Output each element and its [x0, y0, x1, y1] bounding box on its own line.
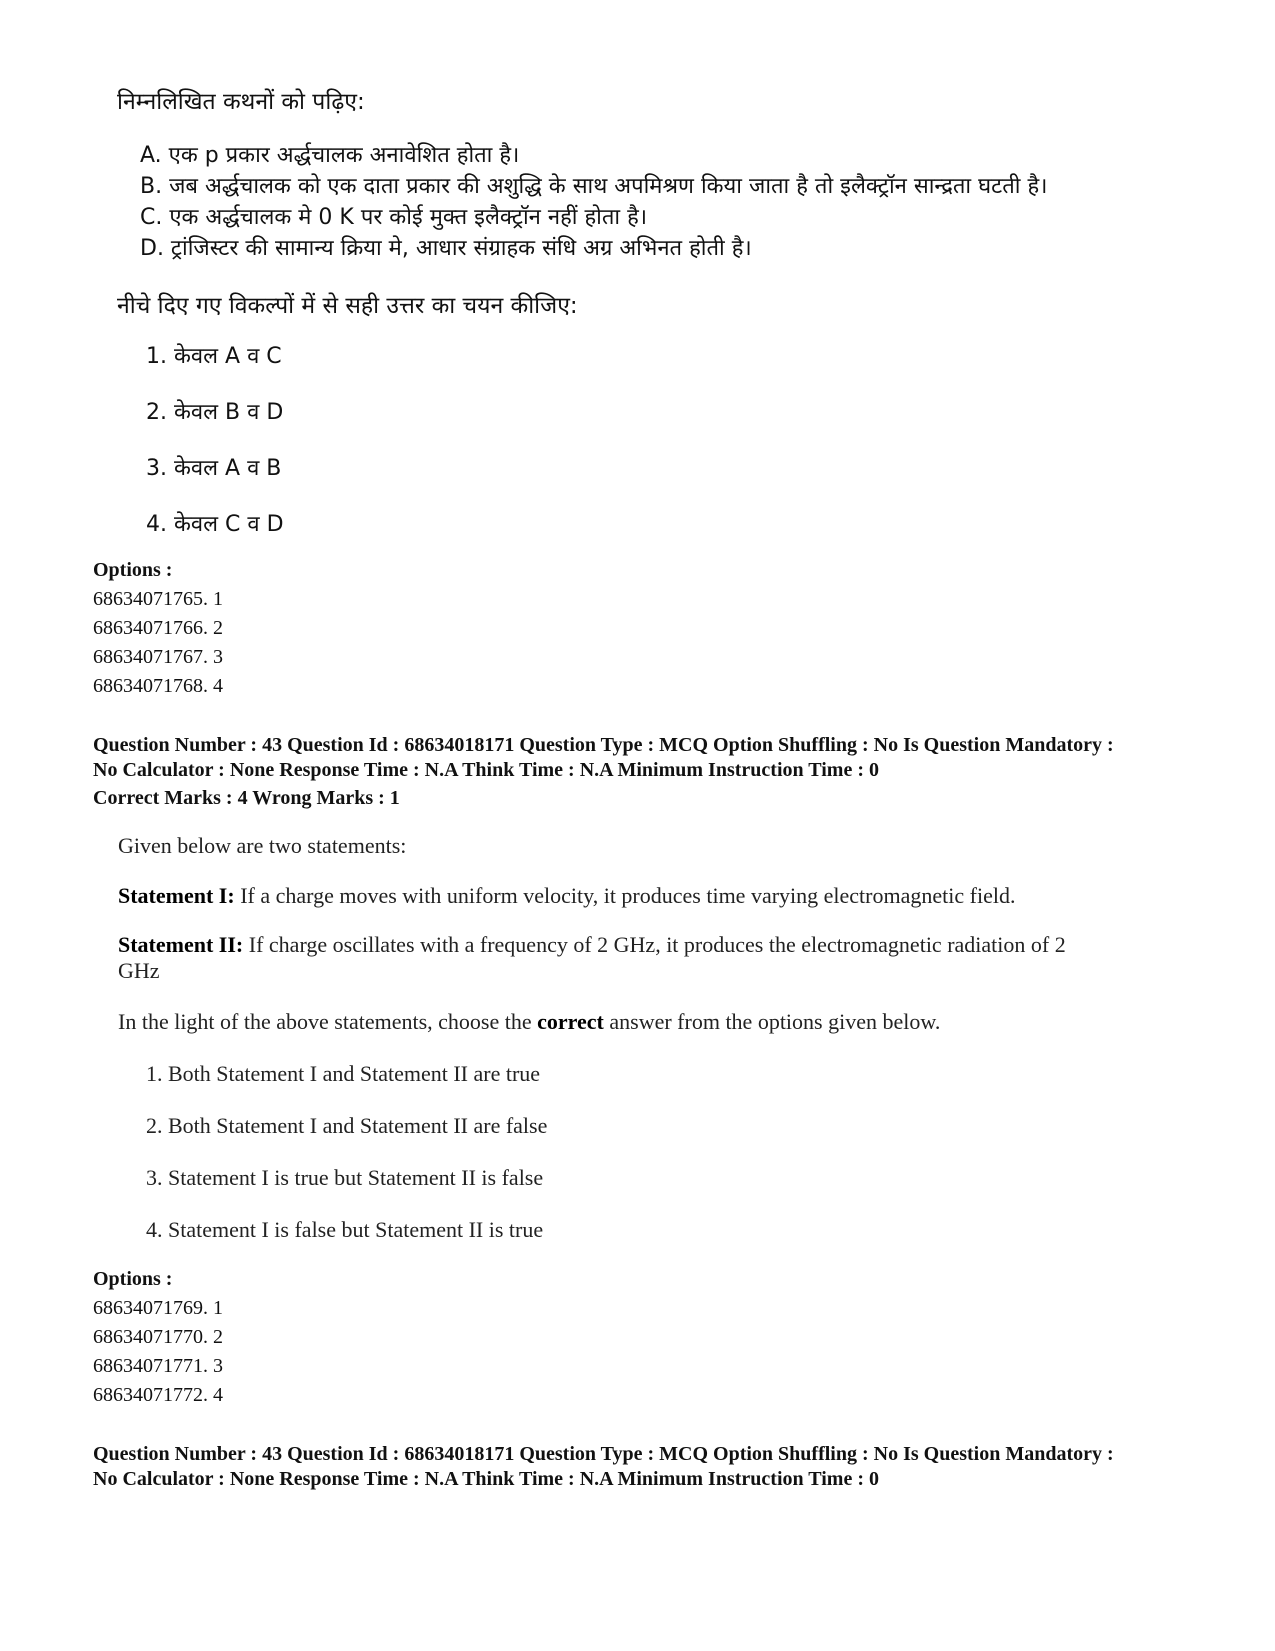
q43-statement-2-label: Statement II: — [118, 932, 244, 957]
q43-statement-2-text: If charge oscillates with a frequency of 2 GHz, it produces the electromagnetic radiation of 2 — [243, 932, 1066, 957]
q42-statement-c: C. एक अर्द्धचालक मे 0 K पर कोई मुक्त इलैक्ट्रॉन नहीं होता है। — [140, 205, 648, 230]
q43-statement-2 — [118, 932, 1066, 984]
q43-option-2: 68634071770. 2 — [93, 1326, 223, 1348]
q42-statement-d: D. ट्रांजिस्टर की सामान्य क्रिया मे, आधार संग्राहक संधि अग्र अभिनत होती है। — [140, 236, 752, 261]
q43-intro: Given below are two statements: — [118, 833, 407, 858]
q43-marks: Correct Marks : 4 Wrong Marks : 1 — [93, 787, 400, 809]
q43-meta-line2: No Calculator : None Response Time : N.A Think Time : N.A Minimum Instruction Time : 0 — [93, 759, 879, 781]
q42-option-4: 68634071768. 4 — [93, 675, 223, 697]
q42-statement-a: A. एक p प्रकार अर्द्धचालक अनावेशित होता है। — [140, 143, 520, 168]
q42-choice-2: 2. केवल B व D — [146, 400, 284, 425]
q43-meta-line1: Question Number : 43 Question Id : 68634018171 Question Type : MCQ Option Shuffling : No Is Question Mandatory : — [93, 734, 1114, 756]
q42-option-1: 68634071765. 1 — [93, 588, 223, 610]
q43-meta — [93, 733, 1243, 811]
q43-choose-instruction — [118, 1009, 940, 1035]
q43-option-3: 68634071771. 3 — [93, 1355, 223, 1377]
q42-intro: निम्नलिखित कथनों को पढ़िए: — [117, 89, 365, 115]
q43-statement-1-label: Statement I: — [118, 883, 235, 908]
q43-choice-1: 1. Both Statement I and Statement II are true — [146, 1061, 541, 1086]
q43-repeat-meta-line2: No Calculator : None Response Time : N.A Think Time : N.A Minimum Instruction Time : 0 — [93, 1468, 879, 1490]
q43-statement-1-text: If a charge moves with uniform velocity, it produces time varying electromagnetic field. — [234, 883, 1016, 908]
q42-statements — [140, 140, 1047, 264]
q42-choose-instruction: नीचे दिए गए विकल्पों में से सही उत्तर का चयन कीजिए: — [117, 293, 578, 319]
q43-choice-2: 2. Both Statement I and Statement II are false — [146, 1113, 548, 1138]
q43-choice-3: 3. Statement I is true but Statement II is false — [146, 1165, 544, 1190]
q43-repeat-meta — [93, 1442, 1243, 1492]
q43-repeat-meta-line1: Question Number : 43 Question Id : 68634018171 Question Type : MCQ Option Shuffling : No Is Question Mandatory : — [93, 1443, 1114, 1465]
q43-options-title: Options : — [93, 1268, 173, 1290]
q42-choice-3: 3. केवल A व B — [146, 456, 282, 481]
q42-options — [93, 556, 223, 701]
q43-choose-post: answer from the options given below. — [603, 1009, 941, 1034]
q42-choice-1: 1. केवल A व C — [146, 344, 282, 369]
q43-option-1: 68634071769. 1 — [93, 1297, 223, 1319]
q43-choose-bold: correct — [537, 1009, 604, 1034]
q43-statement-1 — [118, 883, 1015, 909]
q43-options — [93, 1265, 223, 1410]
q43-option-4: 68634071772. 4 — [93, 1384, 223, 1406]
q43-statement-2-text-cont: GHz — [118, 958, 160, 983]
q42-choice-4: 4. केवल C व D — [146, 512, 284, 537]
q42-option-3: 68634071767. 3 — [93, 646, 223, 668]
q43-choose-pre: In the light of the above statements, choose the — [118, 1009, 538, 1034]
q42-option-2: 68634071766. 2 — [93, 617, 223, 639]
q42-statement-b: B. जब अर्द्धचालक को एक दाता प्रकार की अशुद्धि के साथ अपमिश्रण किया जाता है तो इलैक्ट्रॉन सान्द्रता घटती है। — [140, 174, 1048, 199]
q43-choice-4: 4. Statement I is false but Statement II is true — [146, 1217, 544, 1242]
q42-options-title: Options : — [93, 559, 173, 581]
